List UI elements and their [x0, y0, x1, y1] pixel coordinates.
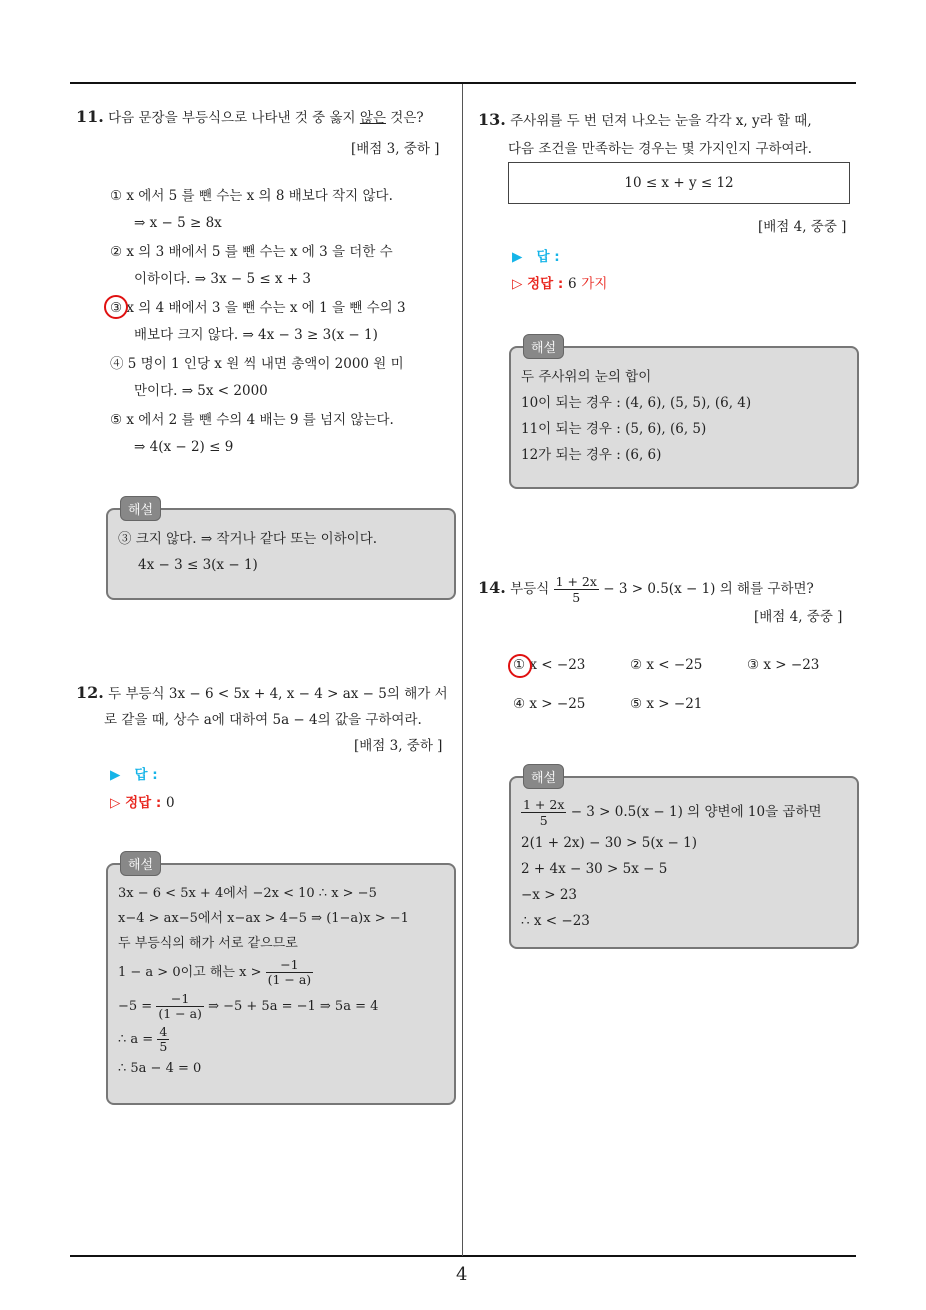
q13-line1: 주사위를 두 번 던져 나오는 눈을 각각 x, y라 할 때, [510, 113, 812, 129]
explanation-tag: 해설 [120, 851, 161, 876]
q11-option-2: ② x 의 3 배에서 5 를 뺀 수는 x 에 3 을 더한 수 이하이다. ⇒ 3x − 5 ≤ x + 3 [110, 244, 393, 287]
q11-meta: [배점 3, 중하 ] [351, 141, 440, 157]
q14-option-5: ⑤ x > −21 [630, 696, 703, 712]
fraction: $\frac{1 + 2x}{5}$ [555, 574, 597, 605]
q14-option-4: ④ x > −25 [513, 696, 586, 712]
q13-meta: [배점 4, 중중 ] [758, 219, 847, 235]
q12-answer-line: ▶ 답 : [110, 767, 158, 783]
triangle-outline-icon: ▷ [512, 276, 523, 292]
top-rule [70, 82, 856, 84]
q12-number: 12. [76, 683, 104, 702]
play-icon: ▶ [110, 767, 121, 783]
q14-header: 14. 부등식 $\frac{1 + 2x}{5}$ − 3 > 0.5(x − 1) 의 해를 구하면? [478, 574, 814, 605]
q11-option-4: ④ 5 명이 1 인당 x 원 씩 내면 총액이 2000 원 미 만이다. ⇒ 5x < 2000 [110, 356, 404, 399]
q14-number: 14. [478, 578, 506, 597]
q11-text-end: 것은? [385, 110, 424, 126]
fraction: $\frac{-1}{(1 - a)}$ [158, 991, 202, 1021]
fraction: $\frac{4}{5}$ [159, 1024, 168, 1054]
q11-header [76, 106, 461, 126]
q11-explanation-box [106, 503, 456, 600]
fraction: $\frac{-1}{(1 - a)}$ [267, 957, 312, 987]
triangle-outline-icon: ▷ [110, 795, 121, 811]
q13-line2: 다음 조건을 만족하는 경우는 몇 가지인지 구하여라. [508, 141, 812, 157]
q14-explanation-text: $\frac{1 + 2x}{5}$ − 3 > 0.5(x − 1) 의 양변에 10을 곱하면 2(1 + 2x) − 30 > 5(x − 1) 2 + 4x − 30 > 5x − 5 −x > 23 ∴ x < −23 [521, 797, 822, 929]
q11-text-underlined: 않은 [359, 110, 386, 126]
q13-condition: 10 ≤ x + y ≤ 12 [624, 175, 734, 191]
q14-option-3: ③ x > −23 [747, 657, 820, 673]
explanation-tag: 해설 [523, 764, 564, 789]
q11-option-3: ③ x 의 4 배에서 3 을 뺀 수는 x 에 1 을 뺀 수의 3 배보다 크지 않다. ⇒ 4x − 3 ≥ 3(x − 1) [110, 300, 406, 343]
page-number: 4 [456, 1264, 468, 1285]
q13-condition-box [508, 162, 850, 204]
q11-explanation-text: ③ 크지 않다. ⇒ 작거나 같다 또는 이하이다. 4x − 3 ≤ 3(x − 1) [118, 531, 378, 573]
explanation-tag: 해설 [523, 334, 564, 359]
q14-explanation-box [509, 771, 859, 949]
q11-option-5: ⑤ x 에서 2 를 뺀 수의 4 배는 9 를 넘지 않는다. ⇒ 4(x − 2) ≤ 9 [110, 412, 394, 455]
q13-explanation-text: 두 주사위의 눈의 합이 10이 되는 경우 : (4, 6), (5, 5), (6, 4) 11이 되는 경우 : (5, 6), (6, 5) 12가 되는 경우 : (6, 6) [521, 369, 752, 463]
selected-answer-mark [508, 654, 532, 678]
q13-header [478, 106, 858, 163]
explanation-tag: 해설 [120, 496, 161, 521]
play-icon: ▶ [512, 249, 523, 265]
q13-correct-line: ▷ 정답 : 6 가지 [512, 276, 608, 292]
q12-header [76, 680, 461, 733]
q12-explanation-box [106, 858, 456, 1105]
q13-number: 13. [478, 110, 506, 129]
q13-answer-line: ▶ 답 : [512, 249, 560, 265]
q11-option-1: ① x 에서 5 를 뺀 수는 x 의 8 배보다 작지 않다. ⇒ x − 5 ≥ 8x [110, 188, 393, 231]
q11-number: 11. [76, 107, 104, 126]
column-divider [462, 84, 463, 1256]
q14-option-1: ① x < −23 [513, 657, 586, 673]
fraction: $\frac{1 + 2x}{5}$ [523, 797, 565, 828]
q13-explanation-box [509, 341, 859, 489]
q12-correct-line: ▷ 정답 : 0 [110, 795, 175, 811]
bottom-rule [70, 1255, 856, 1257]
q14-meta: [배점 4, 중중 ] [754, 609, 843, 625]
selected-answer-mark [104, 295, 128, 319]
q11-text: 다음 문장을 부등식으로 나타낸 것 중 옳지 [108, 110, 360, 126]
q12-explanation-text: 3x − 6 < 5x + 4에서 −2x < 10 ∴ x > −5 x−4 > ax−5에서 x−ax > 4−5 ⇒ (1−a)x > −1 두 부등식의 해가 서로 같으므로 1 − a > 0이고 해는 x > $\frac{-1}{(1 - a)}$ −5 = $\frac{-1}{(1 - a)}$ ⇒ −5 + 5a = −1 ⇒ 5a = 4 ∴ a = $\frac{4}{5}$ ∴ 5a − 4 = 0 [118, 886, 409, 1076]
q14-option-2: ② x < −25 [630, 657, 703, 673]
q12-line2: 로 같을 때, 상수 a에 대하여 5a − 4의 값을 구하여라. [104, 712, 422, 728]
q12-meta: [배점 3, 중하 ] [354, 738, 443, 754]
q12-line1: 두 부등식 3x − 6 < 5x + 4, x − 4 > ax − 5의 해가 서 [108, 686, 448, 702]
